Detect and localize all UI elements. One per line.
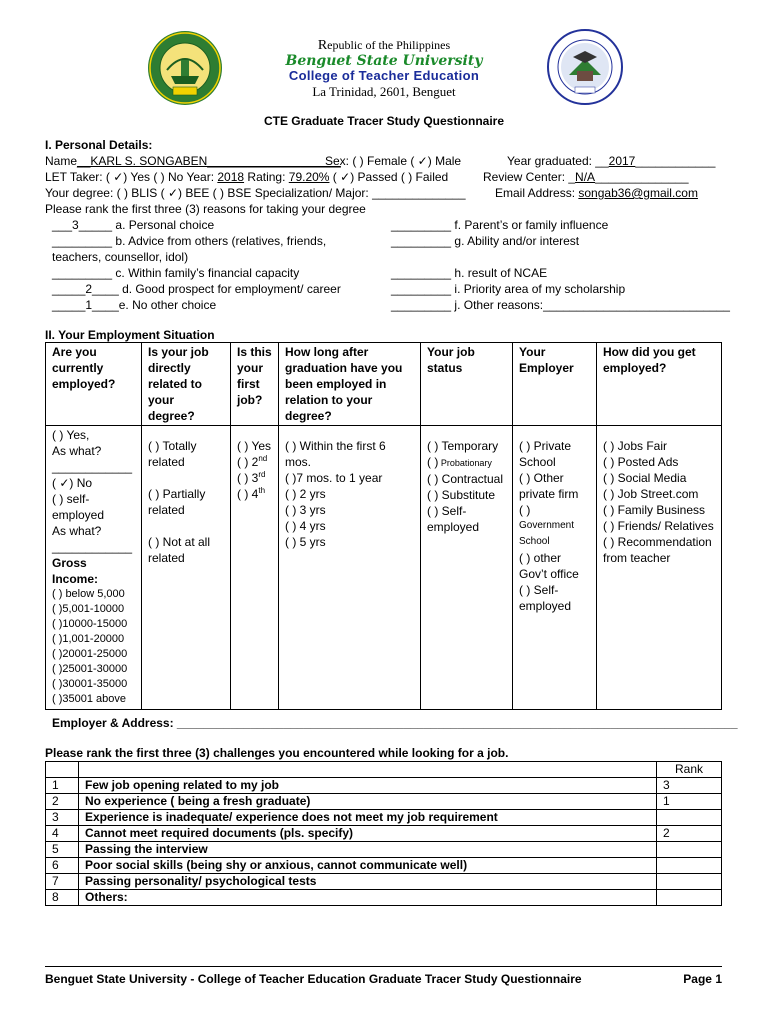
challenge-row (46, 810, 722, 826)
review-center-field[interactable] (483, 169, 689, 185)
name-label: Name (45, 154, 78, 168)
challenge-text: Passing personality/ psychological tests (79, 874, 657, 890)
option-status-self-employed-cont: employed (427, 520, 480, 534)
gross-option[interactable]: ( )10000-15000 (52, 618, 128, 630)
gross-option[interactable]: ( )25001-30000 (52, 663, 128, 675)
gross-option[interactable]: ( ) below 5,000 (52, 588, 125, 600)
challenge-number: 8 (46, 890, 79, 906)
challenge-number: 3 (46, 810, 79, 826)
year-graduated-tail: ____________ (635, 154, 716, 168)
col-employer (513, 426, 597, 710)
challenge-text: Others: (79, 890, 657, 906)
reason-i[interactable]: _________ i. Priority area of my scholarship (391, 282, 626, 296)
col-currently-employed (46, 426, 142, 710)
option-employer-self-employed-cont: employed (519, 599, 572, 613)
col-first-job (231, 426, 279, 710)
option-other-gov-office[interactable]: ( ) other Gov’t office (519, 551, 579, 581)
gross-option[interactable]: ( )30001-35000 (52, 678, 128, 690)
employment-header-row (46, 343, 722, 426)
challenge-row (46, 794, 722, 810)
challenge-rank[interactable] (657, 810, 722, 826)
section-personal-heading: I. Personal Details: (45, 138, 153, 152)
header-university: Benguet State University (285, 53, 483, 69)
challenge-rank[interactable] (657, 890, 722, 906)
option-employed-yes[interactable]: ( ) Yes, (52, 428, 90, 442)
gross-option[interactable]: ( )20001-25000 (52, 648, 128, 660)
challenge-number: 2 (46, 794, 79, 810)
rating-label: Rating: (244, 170, 289, 184)
rating-value: 79.20% (288, 170, 330, 184)
option-self-employed[interactable]: ( ) self- (52, 492, 90, 506)
option-status-self-employed[interactable]: ( ) Self- (427, 504, 467, 518)
col-job-related (142, 426, 231, 710)
challenge-number: 4 (46, 826, 79, 842)
challenges-header-row (46, 762, 722, 778)
reason-e[interactable]: _____1____e. No other choice (52, 298, 217, 312)
option-fourth-job[interactable]: ( ) 4th (237, 486, 266, 501)
option-totally-related[interactable]: ( ) Totally related (148, 439, 197, 469)
challenges-table (45, 761, 722, 906)
employment-table (45, 342, 722, 710)
option-jobstreet[interactable]: ( ) Job Street.com (603, 487, 699, 501)
header-college: College of Teacher Education (288, 68, 480, 83)
challenge-row (46, 874, 722, 890)
challenge-row (46, 826, 722, 842)
header-employer: Your Employer (513, 343, 597, 426)
challenge-rank[interactable]: 1 (657, 794, 722, 810)
review-center-value: N/A (575, 170, 596, 184)
review-center-tail: ______________ (595, 170, 689, 184)
option-second-job[interactable]: ( ) 2nd (237, 454, 268, 469)
challenge-row (46, 842, 722, 858)
passed-options: ( ✓) Passed ( ) Failed (329, 170, 449, 184)
header-how-long: How long after graduation have you been employed in relation to your degree? (279, 343, 421, 426)
reason-j[interactable]: _________ j. Other reasons:____________________________ (391, 298, 730, 312)
option-third-job[interactable]: ( ) 3rd (237, 470, 266, 485)
let-field[interactable] (45, 169, 448, 185)
option-partially-related[interactable]: ( ) Partially related (148, 487, 206, 517)
challenge-number: 7 (46, 874, 79, 890)
option-4-yrs[interactable]: ( ) 4 yrs (285, 519, 326, 533)
option-friends-relatives[interactable]: ( ) Friends/ Relatives (603, 519, 714, 533)
col-how-long (279, 426, 421, 710)
reason-a[interactable]: ___3_____ a. Personal choice (52, 218, 215, 232)
option-jobs-fair[interactable]: ( ) Jobs Fair (603, 439, 668, 453)
option-posted-ads[interactable]: ( ) Posted Ads (603, 455, 679, 469)
option-employed-yes-what: As what? (52, 444, 102, 458)
page-number: Page 1 (683, 972, 722, 986)
name-field[interactable] (45, 153, 341, 169)
year-graduated-label: Year graduated: __ (507, 154, 609, 168)
col-job-status (421, 426, 513, 710)
challenge-row (46, 858, 722, 874)
challenge-row (46, 890, 722, 906)
option-employed-no[interactable]: ( ✓) No (52, 476, 93, 490)
challenge-number: 6 (46, 858, 79, 874)
header-republic-initial: R (317, 38, 328, 53)
year-graduated-field[interactable] (507, 153, 715, 169)
challenge-rank[interactable] (657, 842, 722, 858)
let-year-value: 2018 (217, 170, 245, 184)
option-other-private-firm[interactable]: ( ) Other private firm (519, 471, 579, 501)
header-location: La Trinidad, 2601, Benguet (312, 84, 456, 99)
reason-c[interactable]: _________ c. Within family’s financial capacity (52, 266, 300, 280)
degree-field[interactable]: Your degree: ( ) BLIS ( ✓) BEE ( ) BSE Specialization/ Major: ______________ (45, 186, 466, 200)
reason-b-continued: teachers, counsellor, idol) (52, 250, 189, 264)
challenge-text: Experience is inadequate/ experience does not meet my job requirement (79, 810, 657, 826)
header-currently-employed: Are you currently employed? (46, 343, 142, 426)
option-substitute[interactable]: ( ) Substitute (427, 488, 496, 502)
option-self-employed-blank[interactable]: ____________ (52, 540, 133, 554)
page-title: CTE Graduate Tracer Study Questionnaire (263, 114, 505, 128)
challenge-rank[interactable]: 2 (657, 826, 722, 842)
email-field[interactable] (495, 185, 698, 201)
rank-header: Rank (657, 762, 722, 778)
option-family-business[interactable]: ( ) Family Business (603, 503, 706, 517)
reason-h[interactable]: _________ h. result of NCAE (391, 266, 548, 280)
challenge-text: No experience ( being a fresh graduate) (79, 794, 657, 810)
section-employment-heading: II. Your Employment Situation (45, 328, 215, 342)
option-temporary[interactable]: ( ) Temporary (427, 439, 499, 453)
reason-b[interactable]: _________ b. Advice from others (relatives, friends, (52, 234, 327, 248)
gross-option[interactable]: ( )5,001-10000 (52, 603, 125, 615)
challenges-prompt: Please rank the first three (3) challenges you encountered while looking for a job. (45, 746, 509, 760)
option-3-yrs[interactable]: ( ) 3 yrs (285, 503, 326, 517)
option-employer-self-employed[interactable]: ( ) Self- (519, 583, 559, 597)
header-republic (0, 38, 768, 54)
employment-options-row (46, 426, 722, 710)
reason-d[interactable]: _____2____ d. Good prospect for employment/ career (52, 282, 341, 296)
email-label: Email Address: (495, 186, 579, 200)
header-job-status: Your job status (421, 343, 513, 426)
option-private-school[interactable]: ( ) Private School (519, 439, 572, 469)
footer-text: Benguet State University - College of Teacher Education Graduate Tracer Study Questionnaire (45, 972, 582, 986)
challenge-text: Cannot meet required documents (pls. specify) (79, 826, 657, 842)
option-self-employed-what: As what? (52, 524, 102, 538)
option-first-job-yes[interactable]: ( ) Yes (237, 439, 272, 453)
gross-income-label: Gross Income: (52, 556, 99, 586)
option-2-yrs[interactable]: ( ) 2 yrs (285, 487, 326, 501)
footer-divider (45, 966, 722, 967)
email-value: songab36@gmail.com (578, 186, 698, 200)
let-taker-label: LET Taker: ( ✓) Yes ( ) No Year: (45, 170, 218, 184)
employer-address-field[interactable]: Employer & Address: ____________________________________________________________________________________ (52, 716, 738, 730)
reason-f[interactable]: _________ f. Parent’s or family influence (391, 218, 609, 232)
challenge-number: 1 (46, 778, 79, 794)
header-republic-rest: epublic of the Philippines (327, 38, 451, 52)
option-social-media[interactable]: ( ) Social Media (603, 471, 687, 485)
option-government-school-check[interactable]: ( ) (519, 503, 531, 517)
challenge-row (46, 778, 722, 794)
option-7mos-1year[interactable]: ( )7 mos. to 1 year (285, 471, 383, 485)
option-employed-yes-blank[interactable]: ____________ (52, 460, 133, 474)
challenge-number: 5 (46, 842, 79, 858)
header-how-employed: How did you get employed? (597, 343, 722, 426)
name-value: __KARL S. SONGABEN____________________ (77, 154, 341, 168)
option-contractual[interactable]: ( ) Contractual (427, 472, 504, 486)
option-probationary[interactable]: ( ) Probationary (427, 455, 492, 469)
sex-field[interactable]: Sex: ( ) Female ( ✓) Male (325, 154, 462, 168)
option-not-related[interactable]: ( ) Not at all related (148, 535, 211, 565)
col-how-employed (597, 426, 722, 710)
challenge-rank[interactable] (657, 874, 722, 890)
reason-g[interactable]: _________ g. Ability and/or interest (391, 234, 580, 248)
option-5-yrs[interactable]: ( ) 5 yrs (285, 535, 326, 549)
header-first-job: Is this your first job? (231, 343, 279, 426)
header-job-related: Is your job directly related to your degree? (142, 343, 231, 426)
challenge-rank[interactable] (657, 858, 722, 874)
rank-reasons-prompt: Please rank the first three (3) reasons for taking your degree (45, 202, 366, 216)
option-self-employed-cont: employed (52, 508, 105, 522)
review-center-label: Review Center: _ (483, 170, 576, 184)
challenge-text: Passing the interview (79, 842, 657, 858)
challenge-rank[interactable]: 3 (657, 778, 722, 794)
year-graduated-value: 2017 (608, 154, 636, 168)
option-recommendation[interactable]: ( ) Recommendation from teacher (603, 535, 712, 565)
option-government-school: Government School (519, 520, 575, 547)
challenge-text: Few job opening related to my job (79, 778, 657, 794)
gross-option[interactable]: ( )35001 above (52, 693, 126, 705)
option-within-6-months[interactable]: ( ) Within the first 6 mos. (285, 439, 386, 469)
challenge-text: Poor social skills (being shy or anxious, cannot communicate well) (79, 858, 657, 874)
gross-option[interactable]: ( )1,001-20000 (52, 633, 125, 645)
